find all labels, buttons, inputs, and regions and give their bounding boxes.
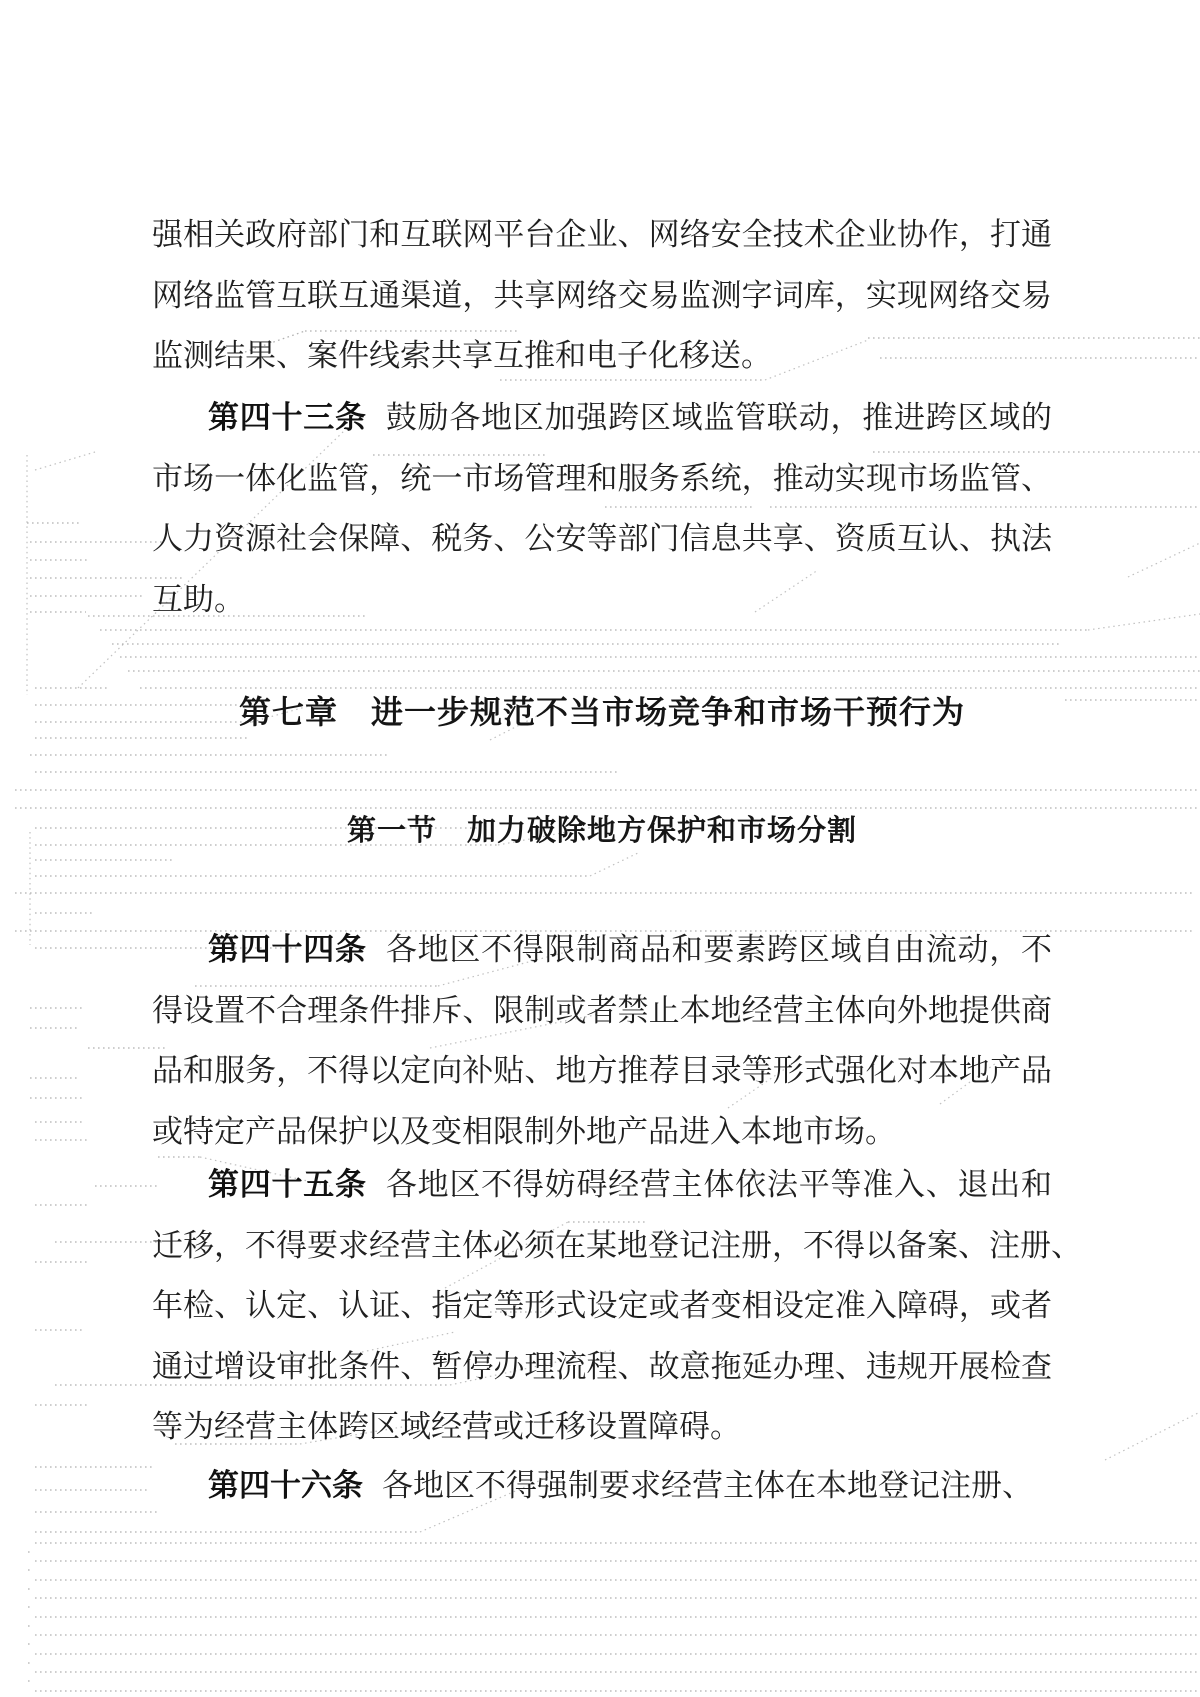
body-line: 迁移，不得要求经营主体必须在某地登记注册，不得以备案、注册、 [152, 1227, 1082, 1263]
body-line: 网络监管互联互通渠道，共享网络交易监测字词库，实现网络交易 [152, 277, 1052, 313]
body-line [152, 388, 1052, 449]
article-44-first-line: 各地区不得限制商品和要素跨区域自由流动，不 [385, 932, 1053, 967]
body-line: 得设置不合理条件排斥、限制或者禁止本地经营主体向外地提供商 [152, 992, 1052, 1028]
body-line: 监测结果、案件线索共享互推和电子化移送。 [152, 338, 772, 374]
article-46-first-line: 各地区不得强制要求经营主体在本地登记注册、 [382, 1468, 1033, 1503]
article-45-first-line: 各地区不得妨碍经营主体依法平等准入、退出和 [385, 1167, 1053, 1202]
body-line: 通过增设审批条件、暂停办理流程、故意拖延办理、违规开展检查 [152, 1348, 1052, 1384]
body-line [152, 1456, 1052, 1517]
paragraph-article-43 [152, 388, 1052, 630]
body-line: 强相关政府部门和互联网平台企业、网络安全技术企业协作，打通 [152, 217, 1052, 252]
body-line [152, 1155, 1052, 1216]
dotted-segments-bottom [28, 1543, 1200, 1691]
chapter-7-heading: 第七章 进一步规范不当市场竞争和市场干预行为 [238, 694, 965, 730]
body-line: 市场一体化监管，统一市场管理和服务系统，推动实现市场监管、 [152, 460, 1052, 496]
article-46-number: 第四十六条 [208, 1468, 363, 1503]
paragraph-article-46 [152, 1456, 1052, 1517]
article-44-number: 第四十四条 [208, 932, 367, 967]
dotted-segments-midband [15, 616, 1200, 948]
body-line [152, 920, 1052, 981]
paragraph-article-44 [152, 920, 1052, 1162]
section-1-heading: 第一节 加力破除地方保护和市场分割 [346, 815, 857, 847]
body-line: 人力资源社会保障、税务、公安等部门信息共享、资质互认、执法 [152, 521, 1052, 557]
body-line: 年检、认定、认证、指定等形式设定或者变相设定准入障碍，或者 [152, 1288, 1052, 1324]
article-45-number: 第四十五条 [208, 1167, 367, 1202]
paragraph-article-45 [152, 1155, 1082, 1458]
body-line: 品和服务，不得以定向补贴、地方推荐目录等形式强化对本地产品 [152, 1053, 1052, 1089]
body-line: 或特定产品保护以及变相限制外地产品进入本地市场。 [152, 1113, 896, 1149]
article-43-number: 第四十三条 [208, 400, 367, 435]
paragraph-article-42-tail [152, 205, 1052, 387]
body-line: 等为经营主体跨区域经营或迁移设置障碍。 [152, 1409, 741, 1445]
article-43-first-line: 鼓励各地区加强跨区域监管联动，推进跨区域的 [385, 400, 1053, 435]
body-line: 互助。 [152, 581, 245, 617]
